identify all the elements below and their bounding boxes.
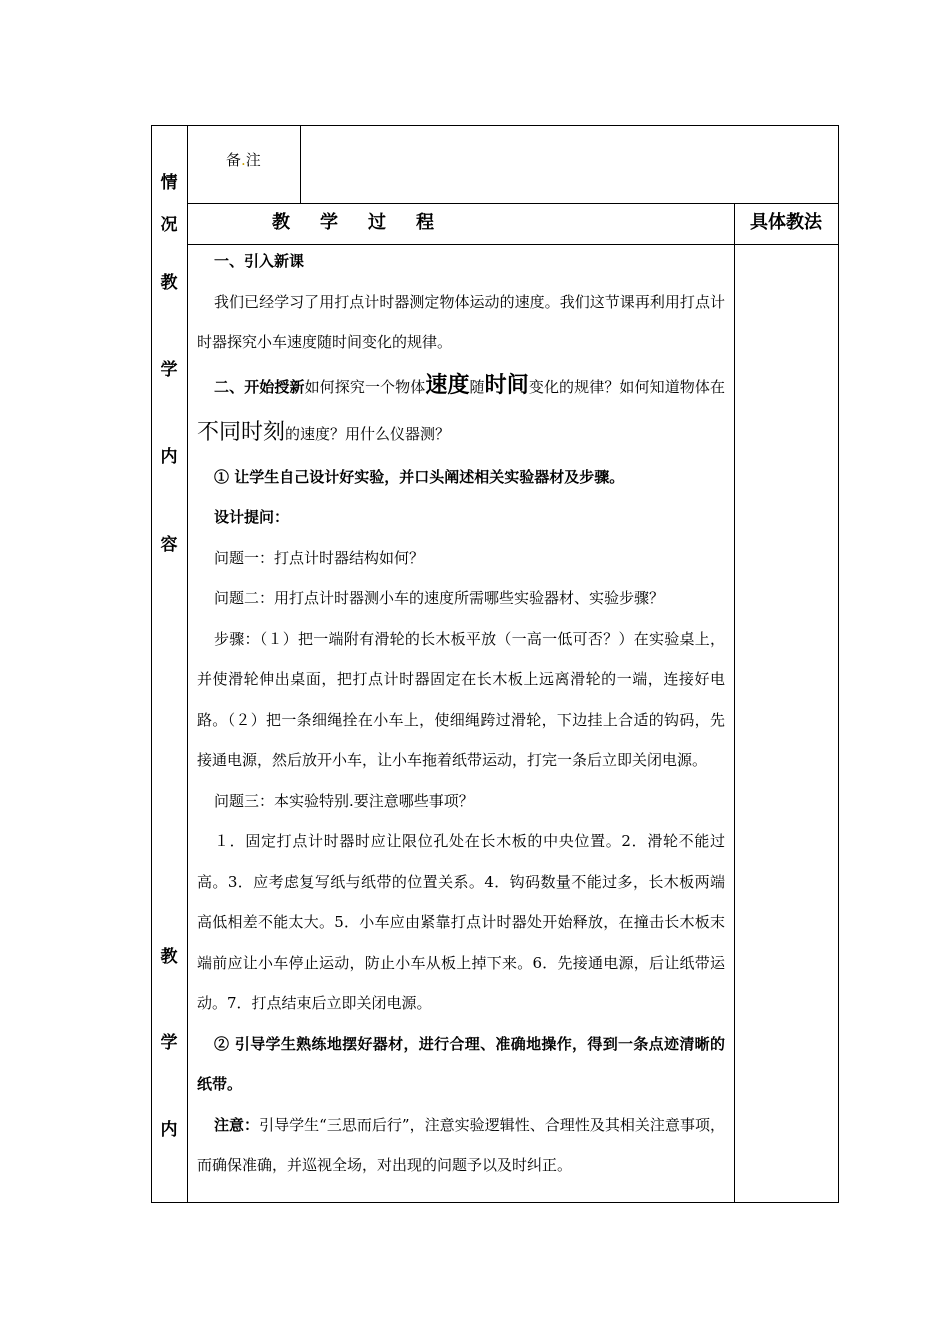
lesson-content	[197, 241, 725, 1186]
side-label: 学	[160, 1033, 178, 1053]
side-label: 容	[160, 535, 178, 555]
method-title: 具体教法	[750, 212, 822, 233]
step1-text: ① 让学生自己设计好实验，并口头阐述相关实验器材及步骤。	[214, 467, 625, 486]
attention-label: 注意：	[214, 1115, 260, 1134]
step2-text: ② 引导学生熟练地摆好器材，进行合理、准确地操作，得到一条点迹清晰的纸带。	[197, 1034, 725, 1093]
note-label: 备.注	[226, 151, 261, 169]
section1-title: 一、引入新课	[214, 252, 305, 270]
side-label: 内	[160, 447, 178, 467]
steps-text: 步骤：（１）把一端附有滑轮的长木板平放（一高一低可否？）在实验桌上，并使滑轮伸出桌面，把打点计时器固定在长木板上远离滑轮的一端，连接好电路。（２）把一条细绳拴在小车上，使细绳跨过滑轮，下边挂上合适的钩码，先接通电源，然后放开小车，让小车拖着纸带运动，打完一条后立即关闭电源。	[197, 629, 725, 769]
side-label: 教	[160, 947, 178, 967]
attention-text: 引导学生“三思而后行”，注意实验逻辑性、合理性及其相关注意事项，而确保准确，并巡视全场，对出现的问题予以及时纠正。	[197, 1115, 725, 1174]
section2-paragraph: 二、开始授新如何探究一个物体速度随时间变化的规律？如何知道物体在不同时刻的速度？用什么仪器测？	[197, 372, 725, 445]
side-label: 况	[160, 215, 178, 235]
side-label: 情	[160, 173, 178, 193]
section2-title: 二、开始授新	[214, 377, 305, 396]
process-title: 教 学 过 程	[272, 212, 440, 233]
question-1: 问题一：打点计时器结构如何？	[214, 548, 425, 567]
side-label: 教	[160, 273, 178, 293]
notes-text: １．固定打点计时器时应让限位孔处在长木板的中央位置。2．滑轮不能过高。3．应考虑复写纸与纸带的位置关系。4．钩码数量不能过多，长木板两端高低相差不能太大。5．小车应由紧靠打点计时器处开始释放，在撞击长木板末端前应让小车停止运动，防止小车从板上掉下来。6．先接通电源，后让纸带运动。7．打点结束后立即关闭电源。	[197, 832, 725, 1012]
attention-paragraph	[197, 1105, 725, 1186]
question-2: 问题二：用打点计时器测小车的速度所需哪些实验器材、实验步骤？	[214, 589, 665, 607]
side-label: 内	[160, 1120, 178, 1140]
side-label: 学	[160, 360, 178, 380]
design-question-label: 设计提问：	[214, 508, 290, 526]
question-3: 问题三：本实验特别.要注意哪些事项？	[214, 791, 474, 810]
section1-text: 我们已经学习了用打点计时器测定物体运动的速度。我们这节课再利用打点计时器探究小车速度随时间变化的规律。	[197, 292, 725, 351]
